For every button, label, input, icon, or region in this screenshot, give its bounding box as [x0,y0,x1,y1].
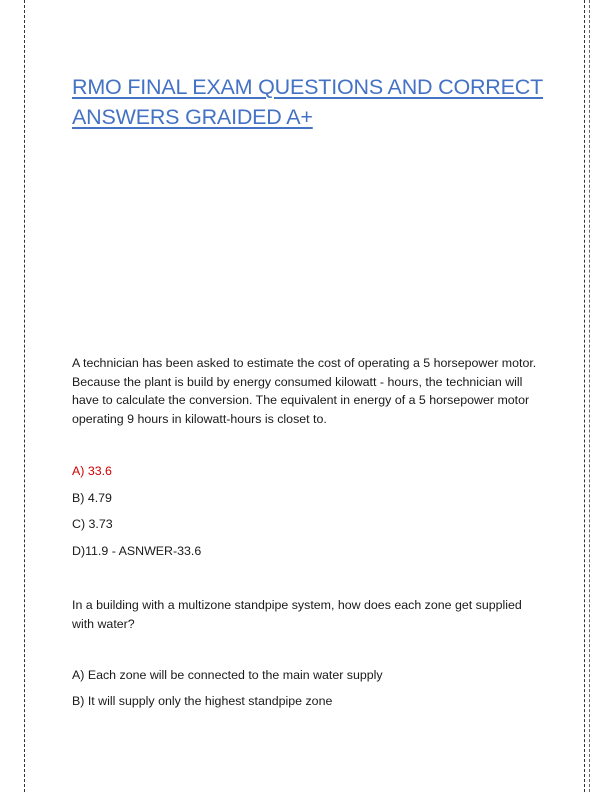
question-2-text: In a building with a multizone standpipe system, how does each zone get supplied with water? [72,598,522,631]
question-1-option-c: C) 3.73 [72,517,113,531]
question-1-text: A technician has been asked to estimate the cost of operating a 5 horsepower motor. Because the plant is build by energy consumed kilowatt - hours, the technician will have to calculate the conversion. The equivalent in energy of a 5 horsepower motor operating 9 hours in kilowatt-hours is closet to. [72,356,537,426]
question-1-option-d: D)11.9 - ASNWER-33.6 [72,544,202,558]
page-border-right [584,0,585,792]
question-1-option-a: A) 33.6 [72,464,112,478]
question-2-option-b: B) It will supply only the highest standpipe zone [72,694,333,708]
question-1-option-b: B) 4.79 [72,491,112,505]
document-title[interactable]: RMO FINAL EXAM QUESTIONS AND CORRECT ANSWERS GRAIDED A+ [72,75,544,129]
page-border-left [24,0,25,792]
question-2-option-a: A) Each zone will be connected to the main water supply [72,668,383,682]
page-content [72,72,550,708]
page-border-right-inner [589,0,590,792]
